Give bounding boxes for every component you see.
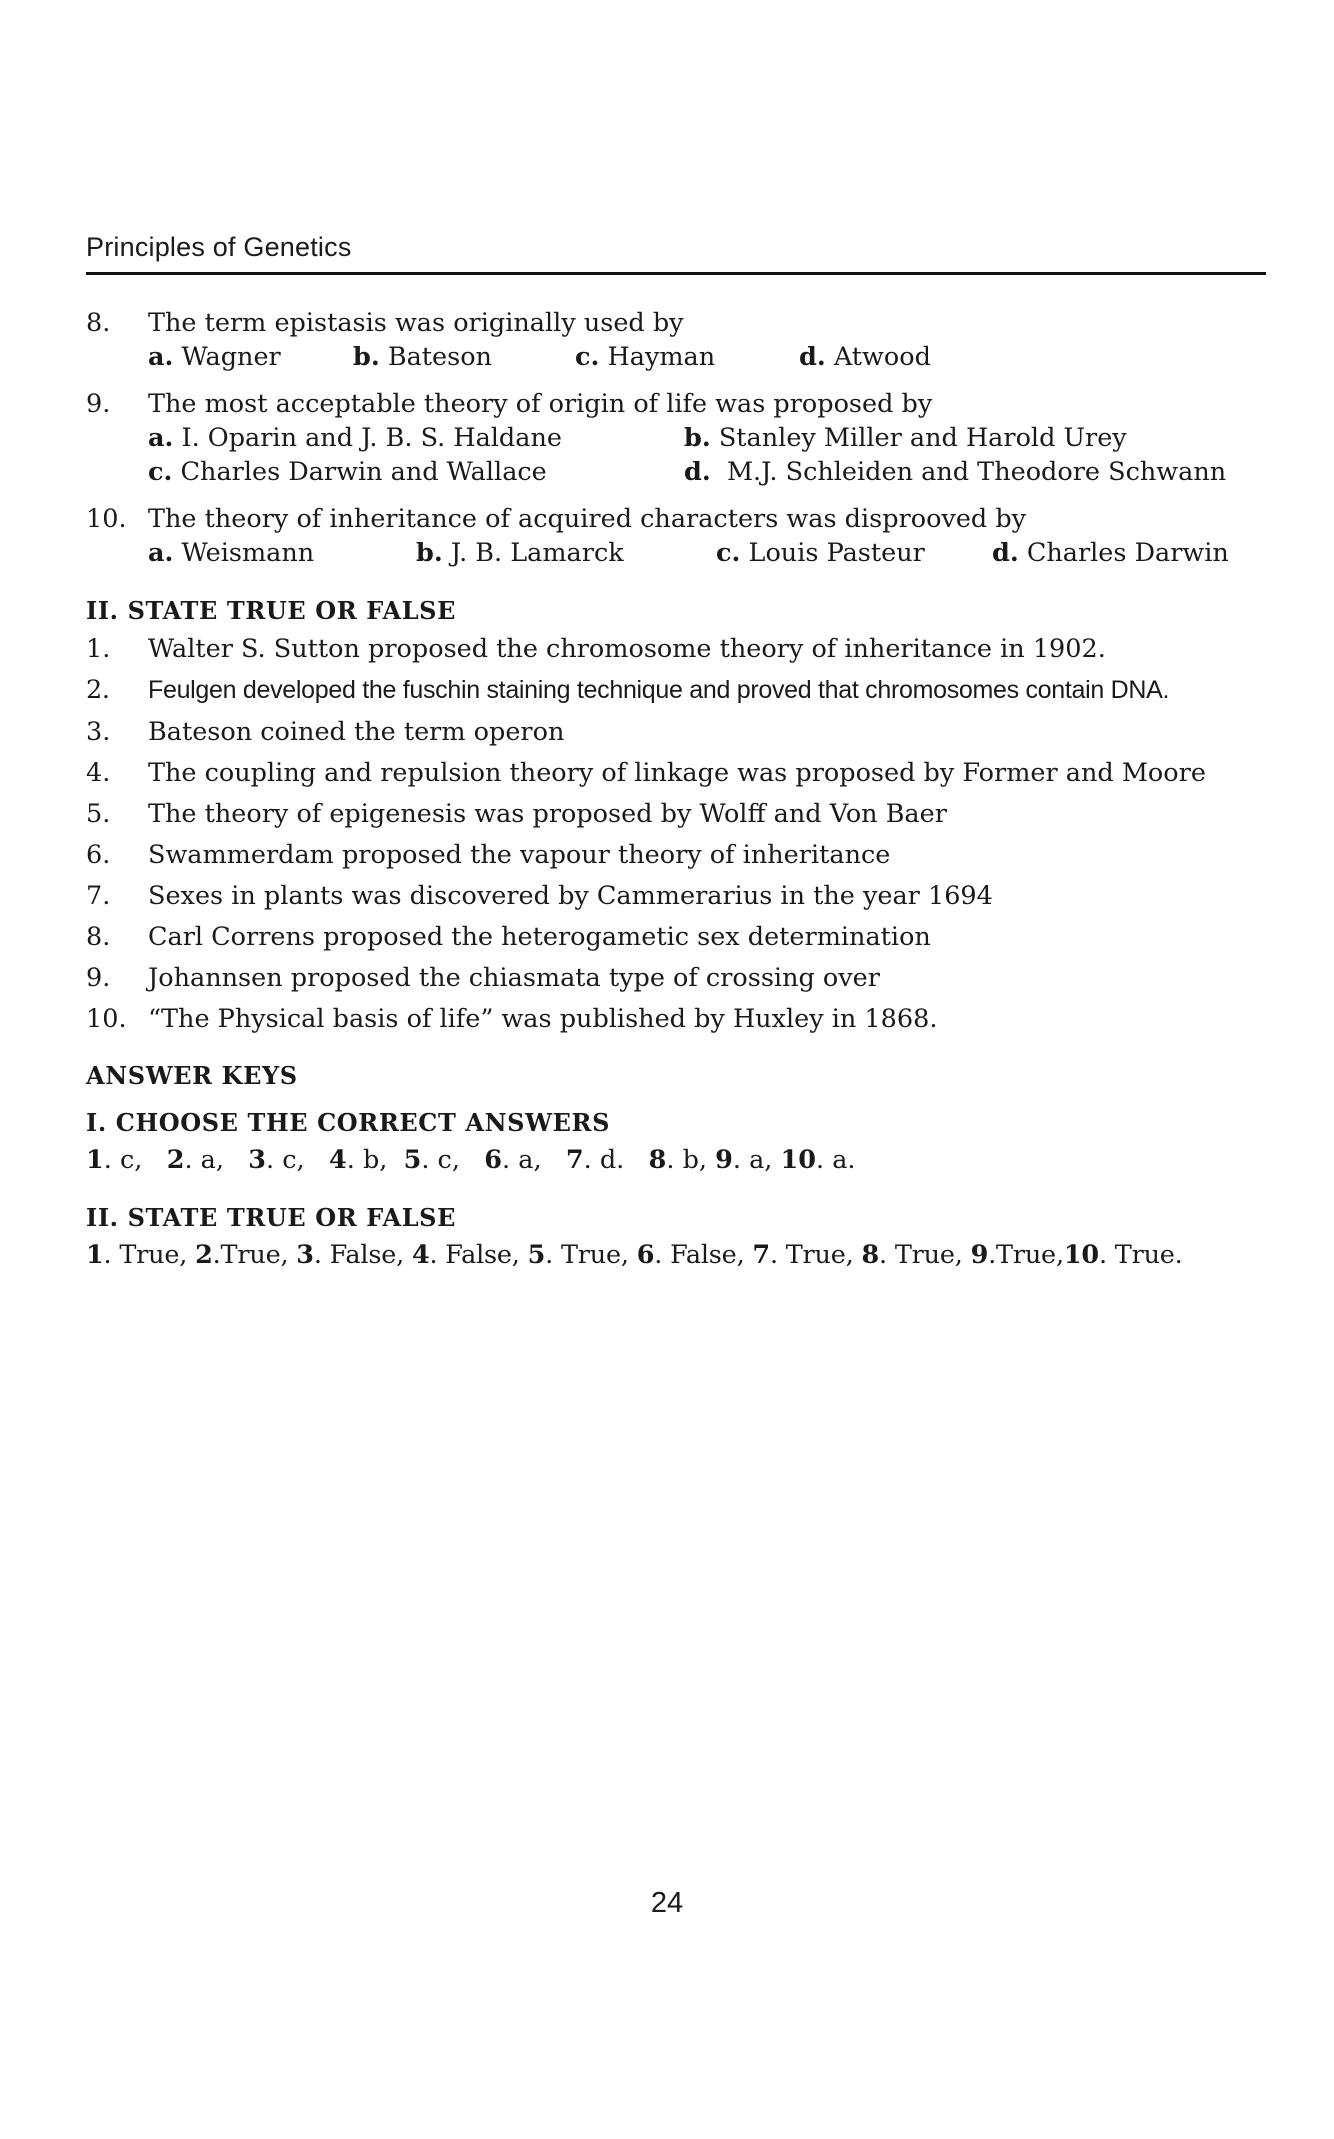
option (416, 536, 716, 570)
item-number: 2. (86, 675, 110, 705)
option-key: b. (353, 342, 380, 372)
item-number: 9. (86, 963, 111, 993)
option-text: Weismann (181, 538, 315, 568)
option-row (148, 536, 1266, 570)
header-rule (86, 272, 1266, 275)
answer-keys-heading: ANSWER KEYS (86, 1061, 298, 1090)
answer-number: 1 (86, 1145, 104, 1175)
mcq-answer-line (86, 1145, 1266, 1175)
answer-value: . True, (103, 1240, 188, 1270)
answer-value: .True, (988, 1240, 1064, 1270)
option-text: Hayman (607, 342, 716, 372)
answer (484, 1145, 541, 1175)
option-key: d. (684, 457, 711, 487)
running-head: Principles of Genetics (86, 232, 352, 262)
option-text: Charles Darwin (1026, 538, 1229, 568)
question-number: 10. (86, 504, 127, 534)
mcq-question (86, 502, 1266, 570)
answer (566, 1145, 624, 1175)
answer-value: . True, (769, 1240, 854, 1270)
answer (86, 1240, 187, 1270)
tf-item (86, 633, 1266, 665)
option-key: c. (148, 457, 173, 487)
answer-number: 8 (648, 1145, 667, 1175)
answer-value: . False, (313, 1240, 405, 1270)
tf-item (86, 921, 1266, 953)
answer-number: 2 (195, 1240, 213, 1270)
option-key: a. (148, 423, 174, 453)
option-text: I. Oparin and J. B. S. Haldane (181, 423, 562, 453)
option (148, 340, 353, 374)
question-number: 9. (86, 389, 111, 419)
answer (861, 1240, 962, 1270)
item-text: “The Physical basis of life” was published by Huxley in 1868. (148, 1004, 938, 1034)
answer-number: 4 (411, 1240, 430, 1270)
option (716, 536, 992, 570)
item-text: The theory of epigenesis was proposed by Wolff and Von Baer (148, 799, 947, 829)
answer (649, 1145, 707, 1175)
item-number: 7. (86, 881, 111, 911)
option-key: b. (416, 538, 443, 568)
answer-number: 3 (248, 1145, 267, 1175)
option-key: d. (799, 342, 826, 372)
answer-value: . True. (1098, 1240, 1183, 1270)
answer (248, 1145, 304, 1175)
answer (715, 1145, 772, 1175)
option (148, 455, 684, 489)
answer-number: 10 (1063, 1240, 1099, 1270)
answer-number: 5 (403, 1145, 422, 1175)
item-text: Swammerdam proposed the vapour theory of inheritance (148, 840, 891, 870)
answer (781, 1145, 856, 1175)
option-text: M.J. Schleiden and Theodore Schwann (726, 457, 1227, 487)
option (148, 536, 416, 570)
answer-number: 8 (861, 1240, 880, 1270)
option-text: Stanley Miller and Harold Urey (718, 423, 1127, 453)
answer-number: 7 (752, 1240, 770, 1270)
tf-item (86, 1003, 1266, 1035)
item-text: Johannsen proposed the chiasmata type of crossing over (148, 963, 880, 993)
option (684, 421, 1244, 455)
question-text: The term epistasis was originally used by (148, 308, 684, 338)
answer (86, 1145, 142, 1175)
item-text: Walter S. Sutton proposed the chromosome theory of inheritance in 1902. (148, 634, 1106, 664)
option (684, 455, 1244, 489)
question-text: The theory of inheritance of acquired characters was disprooved by (148, 504, 1027, 534)
item-number: 1. (86, 634, 111, 664)
item-number: 5. (86, 799, 111, 829)
answer-number: 10 (780, 1145, 816, 1175)
mcq-question (86, 306, 1266, 374)
answer-value: . c, (421, 1145, 460, 1175)
answer-value: . c, (266, 1145, 305, 1175)
option-text: Wagner (181, 342, 281, 372)
tf-item (86, 839, 1266, 871)
tf-item (86, 798, 1266, 830)
item-number: 6. (86, 840, 111, 870)
answer (752, 1240, 853, 1270)
option-key: c. (575, 342, 600, 372)
question-text: The most acceptable theory of origin of life was proposed by (148, 389, 933, 419)
tf-item (86, 880, 1266, 912)
page-number: 24 (650, 1887, 684, 1919)
mcq-answers-heading: I. CHOOSE THE CORRECT ANSWERS (86, 1108, 611, 1137)
item-text: Bateson coined the term operon (148, 717, 565, 747)
item-number: 4. (86, 758, 111, 788)
answer-value: . True, (545, 1240, 629, 1270)
answer-value: . a, (502, 1145, 542, 1175)
option-grid (148, 421, 1266, 489)
tf-item (86, 757, 1266, 789)
answer (412, 1240, 520, 1270)
option (992, 536, 1229, 570)
item-number: 10. (86, 1004, 127, 1034)
answer-number: 5 (527, 1240, 546, 1270)
tf-item (86, 716, 1266, 748)
answer (329, 1145, 387, 1175)
answer-number: 7 (565, 1145, 584, 1175)
question-number: 8. (86, 308, 111, 338)
answer-number: 9 (715, 1145, 733, 1175)
option (148, 421, 684, 455)
option (353, 340, 575, 374)
option-key: a. (148, 342, 174, 372)
item-number: 3. (86, 717, 111, 747)
item-number: 8. (86, 922, 111, 952)
answer-value: . False, (429, 1240, 520, 1270)
answer (195, 1240, 288, 1270)
item-text: The coupling and repulsion theory of linkage was proposed by Former and Moore (148, 758, 1206, 788)
item-text: Carl Correns proposed the heterogametic sex determination (148, 922, 931, 952)
option-text: Atwood (833, 342, 931, 372)
answer-number: 2 (166, 1145, 185, 1175)
section-heading: II. STATE TRUE OR FALSE (86, 596, 457, 625)
answer (1064, 1240, 1183, 1270)
answer-value: . b, (666, 1145, 707, 1175)
answer (296, 1240, 404, 1270)
answer-number: 6 (636, 1240, 655, 1270)
answer-value: .True, (212, 1240, 289, 1270)
answer-number: 9 (970, 1240, 989, 1270)
answer-value: . True, (879, 1240, 963, 1270)
answer (404, 1145, 460, 1175)
option-row (148, 340, 1266, 374)
tf-item (86, 674, 1266, 707)
answer-value: . d. (583, 1145, 625, 1175)
option-key: a. (148, 538, 174, 568)
answer (637, 1240, 745, 1270)
option-key: d. (992, 538, 1019, 568)
answer-value: . False, (654, 1240, 745, 1270)
option (799, 340, 931, 374)
answer-number: 3 (296, 1240, 314, 1270)
option-text: Louis Pasteur (748, 538, 925, 568)
option-key: b. (684, 423, 711, 453)
item-text: Feulgen developed the fuschin staining technique and proved that chromosomes contain DNA. (148, 676, 1170, 704)
option-text: J. B. Lamarck (450, 538, 624, 568)
option (575, 340, 799, 374)
mcq-question (86, 387, 1266, 489)
answer-number: 1 (86, 1240, 104, 1270)
option-text: Charles Darwin and Wallace (180, 457, 547, 487)
answer-value: . a, (184, 1145, 224, 1175)
option-text: Bateson (387, 342, 492, 372)
answer (528, 1240, 629, 1270)
item-text: Sexes in plants was discovered by Cammerarius in the year 1694 (148, 881, 993, 911)
tf-item (86, 962, 1266, 994)
tf-answer-line (86, 1240, 1266, 1270)
answer-value: . a. (816, 1145, 856, 1175)
answer (971, 1240, 1064, 1270)
answer-number: 6 (484, 1145, 503, 1175)
answer-value: . b, (346, 1145, 388, 1175)
tf-answers-heading: II. STATE TRUE OR FALSE (86, 1203, 457, 1232)
answer-value: . c, (103, 1145, 143, 1175)
option-key: c. (716, 538, 741, 568)
answer-number: 4 (328, 1145, 347, 1175)
page-body (86, 306, 1266, 1282)
page-header (86, 232, 1266, 263)
answer (167, 1145, 224, 1175)
answer-value: . a, (732, 1145, 773, 1175)
